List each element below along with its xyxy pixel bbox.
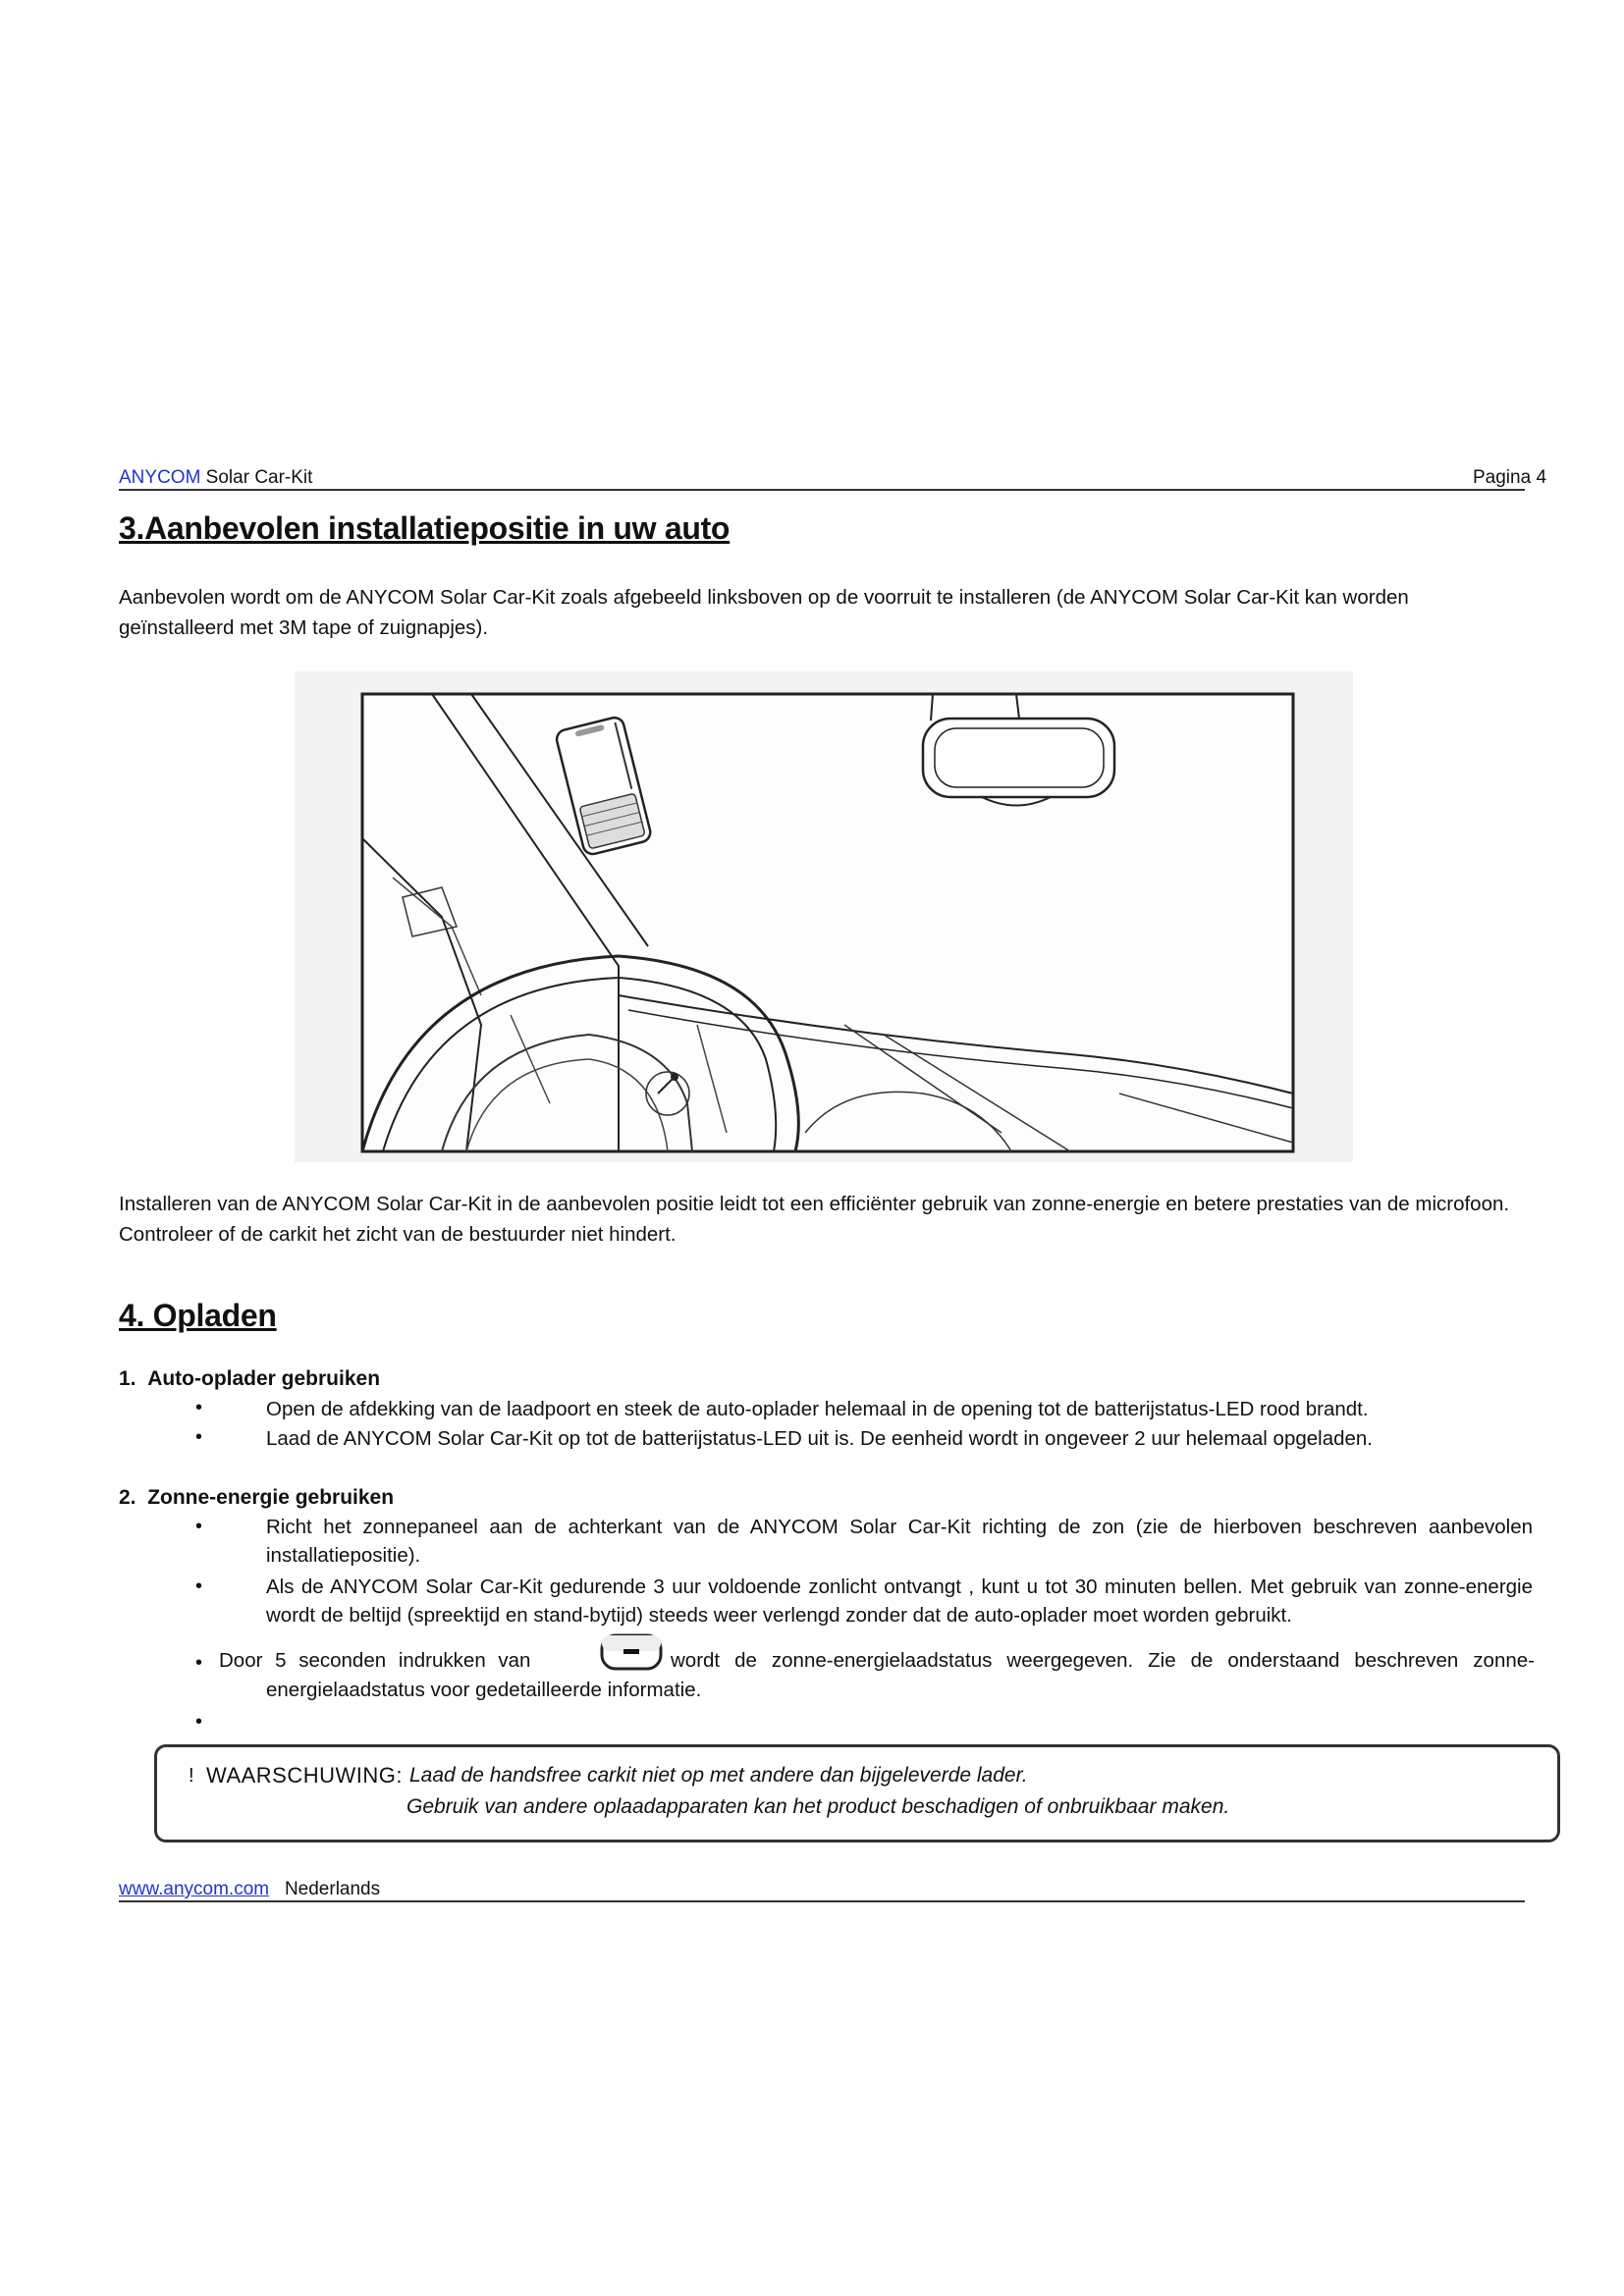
- section3-title: 3.Aanbevolen installatiepositie in uw auto: [119, 510, 731, 546]
- sub2-heading: [119, 1486, 394, 1510]
- sub2-item-2: Als de ANYCOM Solar Car-Kit gedurende 3 uur voldoende zonlicht ontvangt , kunt u tot 30 minuten bellen. Met gebruik van zonne-energie wordt de beltijd (spreektijd en stand-bytijd) steeds weer verlengd zonder dat de auto-oplader moet worden gebruikt.: [266, 1575, 1533, 1627]
- footer-rule: [119, 1900, 1525, 1902]
- bullet-icon: •: [195, 1426, 203, 1448]
- bullet-icon: •: [195, 1711, 203, 1733]
- page-number: Pagina 4: [1473, 467, 1547, 488]
- warning-line2: Gebruik van andere oplaadapparaten kan het product beschadigen of onbruikbaar maken.: [406, 1795, 1230, 1818]
- bullet-icon: •: [195, 1516, 203, 1537]
- bullet-icon: •: [195, 1397, 203, 1418]
- windshield-frame: [362, 694, 1293, 1151]
- page-footer: [119, 1879, 380, 1900]
- sub1-heading: [119, 1367, 380, 1391]
- section3-after-line1: Installeren van de ANYCOM Solar Car-Kit in de aanbevolen positie leidt tot een efficiënter gebruik van zonne-energie en betere prestaties van de microfoon.: [119, 1193, 1510, 1215]
- sub2-item-3-part-a: Door 5 seconden indrukken van: [219, 1649, 531, 1672]
- warning-label: WAARSCHUWING:: [206, 1763, 404, 1788]
- sub1-item-1: Open de afdekking van de laadpoort en steek de auto-oplader helemaal in de opening tot de batterijstatus-LED rood brandt.: [266, 1398, 1369, 1420]
- sub2-title: Zonne-energie gebruiken: [147, 1486, 395, 1509]
- page-header: [119, 467, 312, 489]
- sub2-number: 2.: [119, 1486, 136, 1509]
- section4-title: 4. Opladen: [119, 1298, 277, 1333]
- warning-mark: !: [189, 1765, 194, 1787]
- minus-button-icon: [600, 1633, 663, 1671]
- warning-line1: Laad de handsfree carkit niet op met andere dan bijgeleverde lader.: [409, 1764, 1028, 1787]
- section3-after-line2: Controleer of de carkit het zicht van de bestuurder niet hindert.: [119, 1223, 677, 1246]
- sub1-number: 1.: [119, 1367, 136, 1390]
- sub2-item-1: Richt het zonnepaneel aan de achterkant van de ANYCOM Solar Car-Kit richting de zon (zie de hierboven beschreven aanbevolen installatiepositie).: [266, 1516, 1533, 1567]
- bullet-icon: •: [195, 1575, 203, 1597]
- header-rule: [119, 489, 1525, 491]
- sub2-item-3-part-b: wordt de zonne-energielaadstatus weergegeven. Zie de onderstaand beschreven zonne-: [671, 1649, 1535, 1672]
- sub2-item-3-part-c: energielaadstatus voor gedetailleerde informatie.: [266, 1679, 702, 1701]
- footer-language: Nederlands: [284, 1879, 381, 1899]
- car-interior-drawing: [295, 671, 1353, 1162]
- section3-intro-line2: geïnstalleerd met 3M tape of zuignapjes).: [119, 616, 489, 639]
- product-name: Solar Car-Kit: [200, 467, 313, 488]
- warning-box: [154, 1744, 1560, 1842]
- section3-intro-line1: Aanbevolen wordt om de ANYCOM Solar Car-Kit zoals afgebeeld linksboven op de voorruit te installeren (de ANYCOM Solar Car-Kit kan worden: [119, 586, 1409, 609]
- brand-link[interactable]: ANYCOM: [119, 467, 201, 488]
- installation-illustration: [295, 671, 1353, 1162]
- footer-url-link[interactable]: www.anycom.com: [119, 1879, 270, 1899]
- sub1-title: Auto-oplader gebruiken: [147, 1367, 381, 1390]
- bullet-icon: •: [195, 1652, 203, 1674]
- sub1-item-2: Laad de ANYCOM Solar Car-Kit op tot de batterijstatus-LED uit is. De eenheid wordt in ongeveer 2 uur helemaal opgeladen.: [266, 1427, 1373, 1450]
